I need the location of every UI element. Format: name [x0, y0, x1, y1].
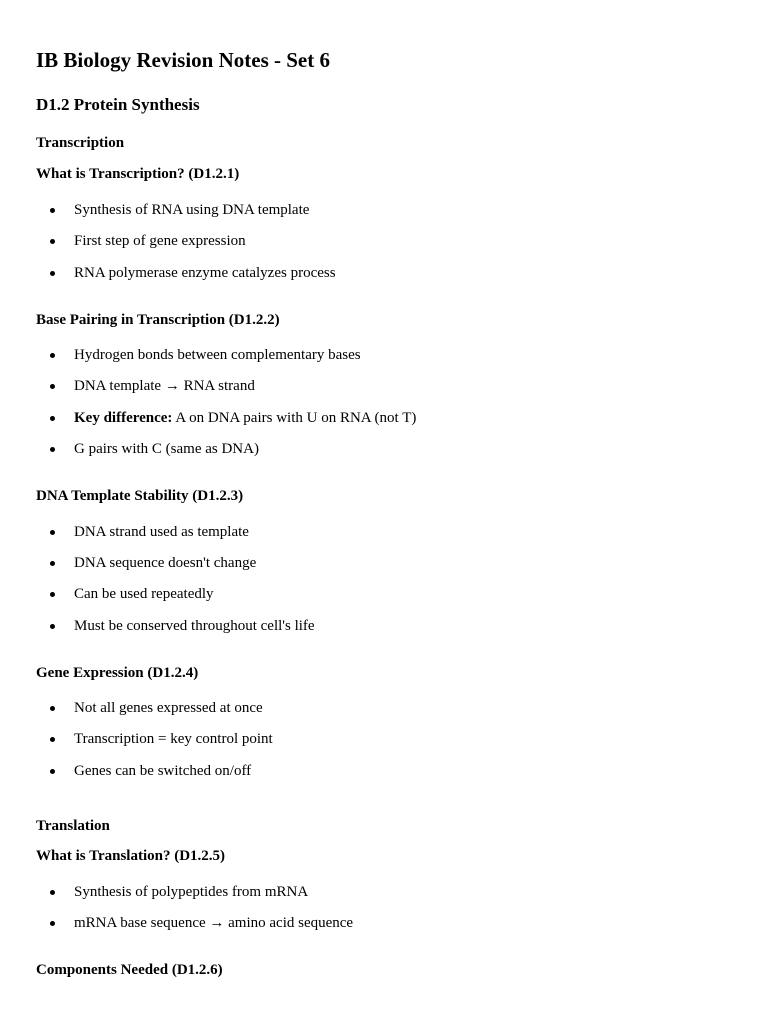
bullet-icon — [50, 921, 55, 926]
what-is-translation-heading: What is Translation? (D1.2.5) — [36, 848, 226, 864]
bullet-icon — [50, 271, 55, 276]
transcription-heading: Transcription — [36, 135, 125, 151]
bullet-icon — [50, 208, 55, 213]
bullet-icon — [50, 737, 55, 742]
bullet-icon — [50, 353, 55, 358]
translation-heading: Translation — [36, 818, 110, 834]
template-stability-heading: DNA Template Stability (D1.2.3) — [36, 488, 244, 504]
bullet-icon — [50, 239, 55, 244]
bullet-icon — [50, 447, 55, 452]
bullet-icon — [50, 592, 55, 597]
bullet-icon — [50, 769, 55, 774]
components-heading: Components Needed (D1.2.6) — [36, 962, 223, 978]
page-title: IB Biology Revision Notes - Set 6 — [36, 48, 330, 72]
bullet-icon — [50, 624, 55, 629]
bullet-icon — [50, 706, 55, 711]
section-heading: D1.2 Protein Synthesis — [36, 95, 200, 114]
gene-expression-heading: Gene Expression (D1.2.4) — [36, 665, 199, 681]
bullet-icon — [50, 890, 55, 895]
key-difference-text: A on DNA pairs with U on RNA (not T) — [175, 410, 417, 426]
key-difference-label: Key difference: — [74, 410, 173, 426]
bullet-icon — [50, 530, 55, 535]
bullet-icon — [50, 416, 55, 421]
bullet-icon — [50, 384, 55, 389]
what-is-transcription-heading: What is Transcription? (D1.2.1) — [36, 166, 240, 182]
bullet-icon — [50, 561, 55, 566]
base-pairing-heading: Base Pairing in Transcription (D1.2.2) — [36, 312, 280, 328]
